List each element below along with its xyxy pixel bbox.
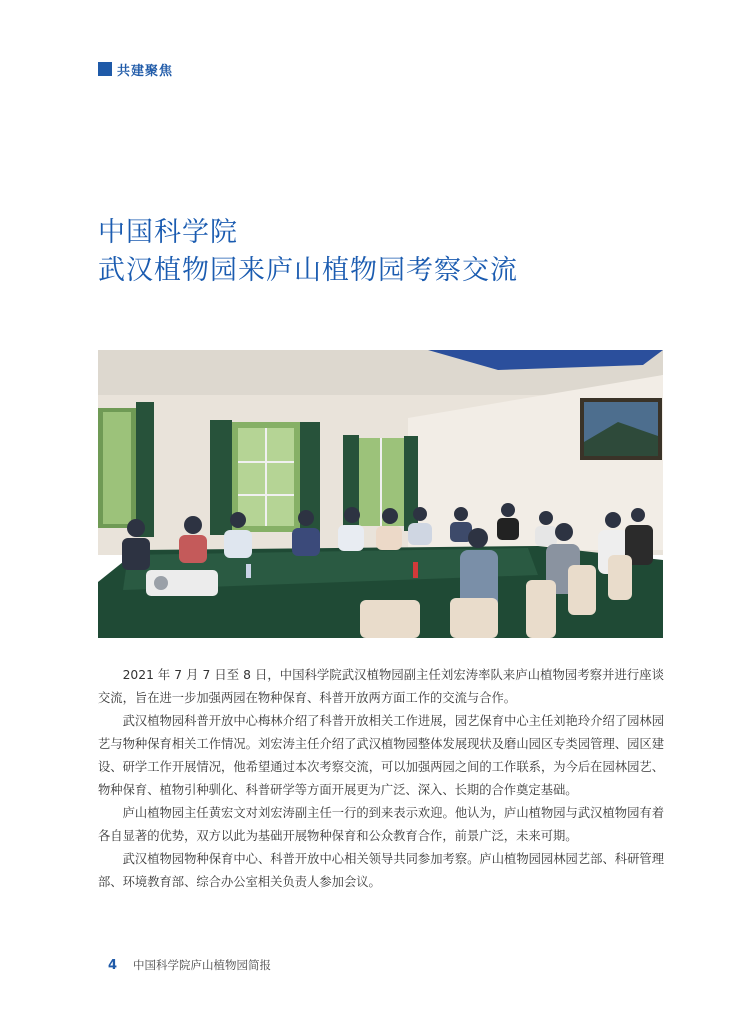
section-tag bbox=[98, 60, 173, 78]
page-number: 4 bbox=[108, 958, 118, 973]
article-title bbox=[98, 214, 518, 290]
title-line-1: 中国科学院 bbox=[98, 217, 238, 248]
section-square-icon bbox=[98, 62, 112, 76]
title-line-2: 武汉植物园来庐山植物园考察交流 bbox=[98, 255, 518, 286]
paragraph: 庐山植物园主任黄宏文对刘宏涛副主任一行的到来表示欢迎。他认为，庐山植物园与武汉植物园有着各自显著的优势，双方以此为基础开展物种保育和公众教育合作，前景广泛，未来可期。 bbox=[98, 806, 664, 843]
publication-name: 中国科学院庐山植物园简报 bbox=[133, 958, 272, 972]
paragraph: 武汉植物园物种保育中心、科普开放中心相关领导共同参加考察。庐山植物园园林园艺部、科研管理部、环境教育部、综合办公室相关负责人参加会议。 bbox=[98, 852, 664, 889]
article-body bbox=[98, 664, 664, 894]
paragraph: 武汉植物园科普开放中心梅林介绍了科普开放相关工作进展，园艺保育中心主任刘艳玲介绍了园林园艺与物种保育相关工作情况。刘宏涛主任介绍了武汉植物园整体发展现状及磨山园区专类园管理、园区建设、研学工作开展情况，他希望通过本次考察交流，可以加强两园之间的工作联系，为今后在园林园艺、物种保育、植物引种驯化、科普研学等方面开展更为广泛、深入、长期的合作奠定基础。 bbox=[98, 714, 664, 797]
paragraph: 2021 年 7 月 7 日至 8 日，中国科学院武汉植物园副主任刘宏涛率队来庐山植物园考察并进行座谈交流，旨在进一步加强两园在物种保育、科普开放两方面工作的交流与合作。 bbox=[98, 668, 664, 705]
meeting-photo bbox=[98, 350, 663, 638]
section-label: 共建聚焦 bbox=[117, 63, 174, 79]
page-footer bbox=[108, 957, 271, 973]
